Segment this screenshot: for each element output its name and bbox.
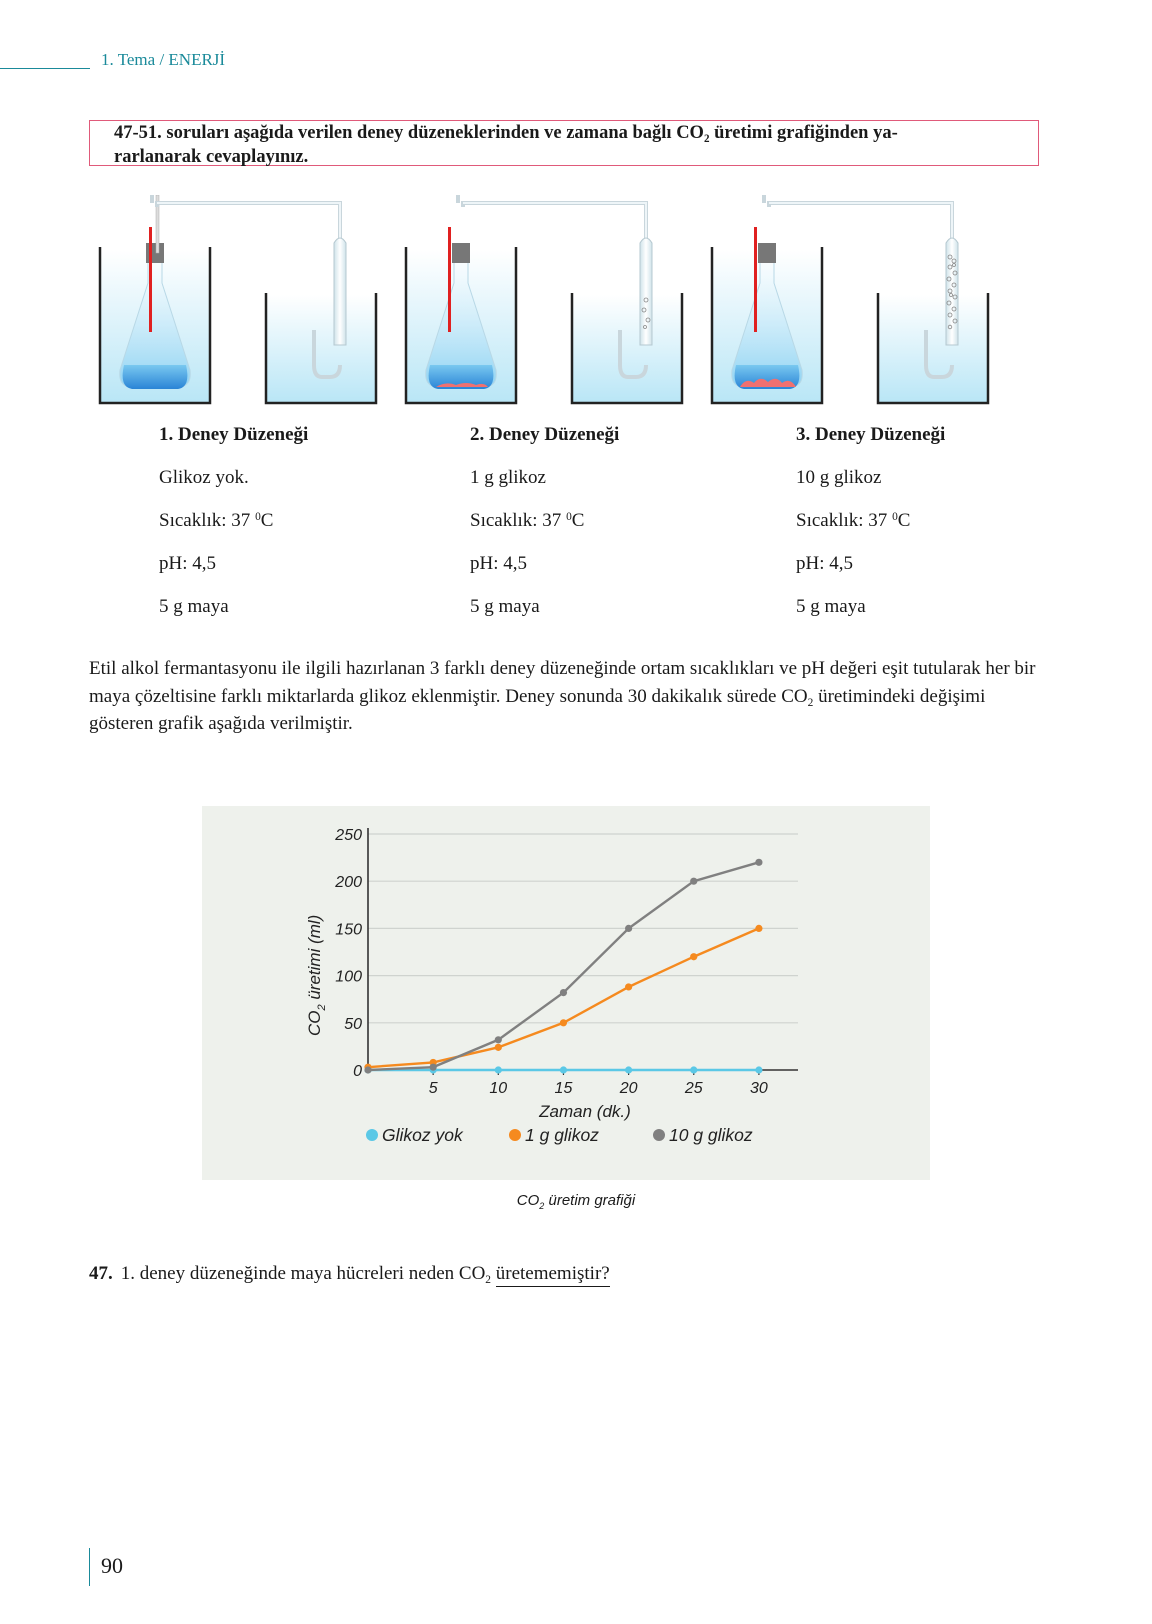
intro-paragraph: Etil alkol fermantasyonu ile ilgili hazırlanan 3 farklı deney düzeneğinde ortam sıcaklıkları ve pH değeri eşit tutularak her bir maya çözeltisine farklı miktarlarda glikoz eklenmiştir. Deney sonunda 30 dakikalık sürede $CO_2$ üretimindeki değişimi gösteren grafik aşağıda verilmiştir. — [89, 658, 1036, 734]
legend-label: 1 g glikoz — [525, 1125, 599, 1145]
x-tick-label: 15 — [554, 1080, 573, 1097]
setup-2-apparatus — [406, 195, 682, 403]
x-tick-label: 30 — [750, 1080, 768, 1097]
setup-1-apparatus — [100, 195, 376, 403]
data-point — [625, 1066, 632, 1073]
data-point — [495, 1044, 502, 1051]
setup-temperature: Sıcaklık: 37 $^0$C — [159, 510, 274, 531]
y-tick-label: 50 — [344, 1015, 362, 1033]
legend-marker — [509, 1129, 521, 1141]
setup-glucose: Glikoz yok. — [159, 467, 249, 488]
setup-temperature: Sıcaklık: 37 $^0$C — [796, 510, 911, 531]
data-point — [560, 989, 567, 996]
page-number: 90 — [101, 1553, 123, 1578]
setup-yeast: 5 g maya — [796, 596, 866, 617]
legend-marker — [653, 1129, 665, 1141]
setup-glucose: 1 g glikoz — [470, 467, 546, 488]
setup-title: 3. Deney Düzeneği — [796, 424, 946, 445]
data-point — [560, 1019, 567, 1026]
data-point — [430, 1064, 437, 1071]
setup-glucose: 10 g glikoz — [796, 467, 882, 488]
co2-production-chart — [202, 806, 930, 1180]
y-tick-label: 200 — [335, 874, 362, 892]
x-tick-label: 10 — [489, 1080, 508, 1097]
setup-ph: pH: 4,5 — [796, 553, 853, 574]
y-tick-label: 150 — [335, 921, 362, 939]
legend-marker — [366, 1129, 378, 1141]
data-point — [495, 1066, 502, 1073]
data-point — [625, 925, 632, 932]
setup-temperature: Sıcaklık: 37 $^0$C — [470, 510, 585, 531]
y-tick-label: 250 — [335, 827, 362, 844]
data-point — [560, 1066, 567, 1073]
header-rule — [0, 68, 90, 69]
x-axis-label: Zaman (dk.) — [539, 1102, 631, 1121]
setup-ph: pH: 4,5 — [470, 553, 527, 574]
setup-yeast: 5 g maya — [470, 596, 540, 617]
chart-panel — [202, 806, 930, 1180]
x-tick-label: 5 — [428, 1080, 438, 1097]
chart-caption: $CO_2$ üretim grafiği — [516, 1192, 636, 1211]
data-point — [755, 1066, 762, 1073]
setup-3-apparatus — [712, 195, 988, 403]
data-point — [625, 983, 632, 990]
question-text: 1. deney düzeneğinde maya hücreleri neden $CO_2$ üretememiştir? — [120, 1263, 610, 1286]
setup-yeast: 5 g maya — [159, 596, 229, 617]
instruction-line1: 47-51. soruları aşağıda verilen deney düzeneklerinden ve zamana bağlı $CO_2$ üretimi grafiğinden ya- — [114, 123, 898, 145]
x-tick-label: 20 — [619, 1080, 638, 1097]
y-axis-label: $CO_2$ üretimi (ml) — [305, 914, 328, 1036]
y-tick-label: 100 — [335, 968, 362, 986]
setup-title: 2. Deney Düzeneği — [470, 424, 620, 445]
instruction-box — [89, 120, 1039, 166]
data-point — [755, 925, 762, 932]
instruction-line2: rarlanarak cevaplayınız. — [114, 147, 309, 167]
series-line — [368, 862, 759, 1070]
legend-label: 10 g glikoz — [669, 1125, 753, 1145]
y-tick-label: 0 — [353, 1063, 362, 1080]
data-point — [364, 1066, 371, 1073]
data-point — [690, 953, 697, 960]
series-line — [368, 928, 759, 1067]
data-point — [755, 859, 762, 866]
x-tick-label: 25 — [684, 1080, 703, 1097]
setup-title: 1. Deney Düzeneği — [159, 424, 309, 445]
question-number: 47. — [89, 1263, 113, 1284]
running-header: 1. Tema / ENERJİ — [101, 50, 226, 69]
data-point — [690, 878, 697, 885]
setup-ph: pH: 4,5 — [159, 553, 216, 574]
data-point — [690, 1066, 697, 1073]
legend-label: Glikoz yok — [382, 1125, 463, 1145]
data-point — [495, 1036, 502, 1043]
experiment-apparatus-illustration — [90, 195, 1050, 415]
page-number-rule — [89, 1548, 90, 1586]
question-47 — [89, 1263, 610, 1285]
